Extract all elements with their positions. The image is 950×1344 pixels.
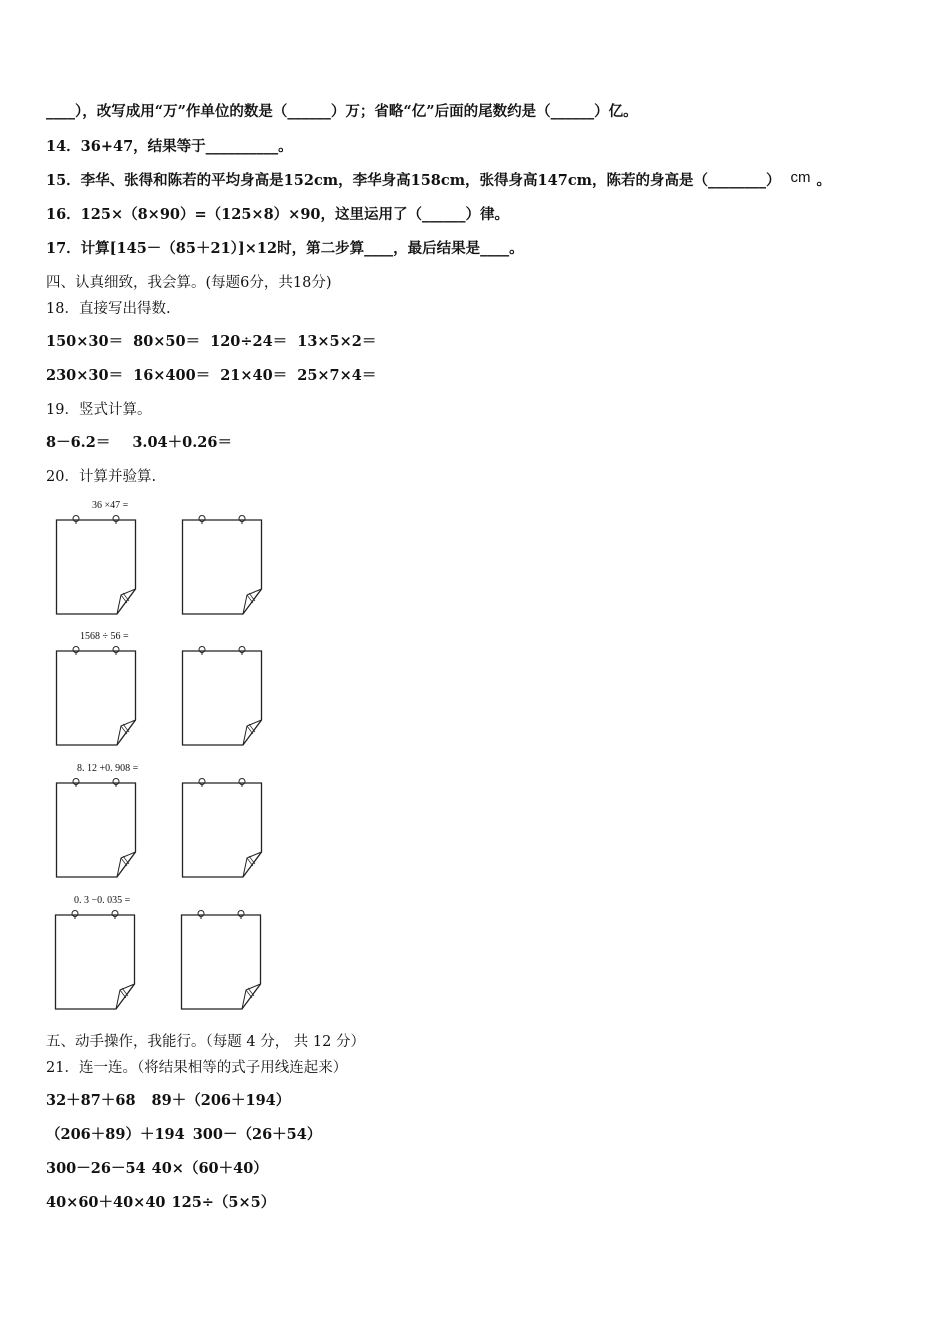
q17: 17．计算[145－（85＋21）]×12时，第二步算____，最后结果是____。 xyxy=(46,240,524,257)
check-paper[interactable] xyxy=(181,778,263,878)
q14: 14．36+47，结果等于__________。 xyxy=(46,138,293,155)
q21: 21．连一连。（将结果相等的式子用线连起来） xyxy=(46,1060,348,1076)
q16: 16．125×（8×90）=（125×8）×90，这里运用了（______）律。 xyxy=(46,206,509,223)
q15: 15．李华、张得和陈若的平均身高是152cm，李华身高158cm，张得身高147cm，陈若的身高是（________） cm 。 xyxy=(46,169,831,189)
q21-row-2: （206＋89）＋194 300－（26＋54） xyxy=(46,1126,322,1143)
q18-row-1: 150×30＝ 80×50＝ 120÷24＝ 13×5×2＝ xyxy=(46,333,377,350)
calc-paper[interactable] xyxy=(55,778,137,878)
q19-row: 8－6.2＝ 3.04＋0.26＝ xyxy=(46,434,232,451)
calc-paper[interactable] xyxy=(55,515,137,615)
q18-row-2: 230×30＝ 16×400＝ 21×40＝ 25×7×4＝ xyxy=(46,367,377,384)
q20: 20．计算并验算. xyxy=(46,469,157,485)
q21-row-4: 40×60＋40×40 125÷（5×5） xyxy=(46,1194,276,1211)
calc-paper[interactable] xyxy=(54,910,136,1010)
q21-row-3: 300－26－54 40×（60＋40） xyxy=(46,1160,268,1177)
problem-label: 36 ×47 = xyxy=(92,500,129,511)
q19: 19．竖式计算。 xyxy=(46,402,152,418)
check-paper[interactable] xyxy=(181,515,263,615)
calc-paper[interactable] xyxy=(55,646,137,746)
check-paper[interactable] xyxy=(180,910,262,1010)
problem-label: 0. 3 −0. 035 = xyxy=(74,895,131,906)
section-5-heading: 五、动手操作，我能行。（每题 4 分， 共 12 分） xyxy=(46,1034,365,1050)
q13-continuation: ____），改写成用“万”作单位的数是（______）万；省略“亿”后面的尾数约是（______）亿。 xyxy=(46,103,638,120)
problem-label: 8. 12 +0. 908 = xyxy=(77,763,139,774)
problem-label: 1568 ÷ 56 = xyxy=(80,631,129,642)
q21-row-1: 32＋87＋68 89＋（206＋194） xyxy=(46,1092,291,1109)
section-4-heading: 四、认真细致，我会算。(每题6分，共18分) xyxy=(46,275,332,291)
check-paper[interactable] xyxy=(181,646,263,746)
q18: 18．直接写出得数. xyxy=(46,301,171,317)
